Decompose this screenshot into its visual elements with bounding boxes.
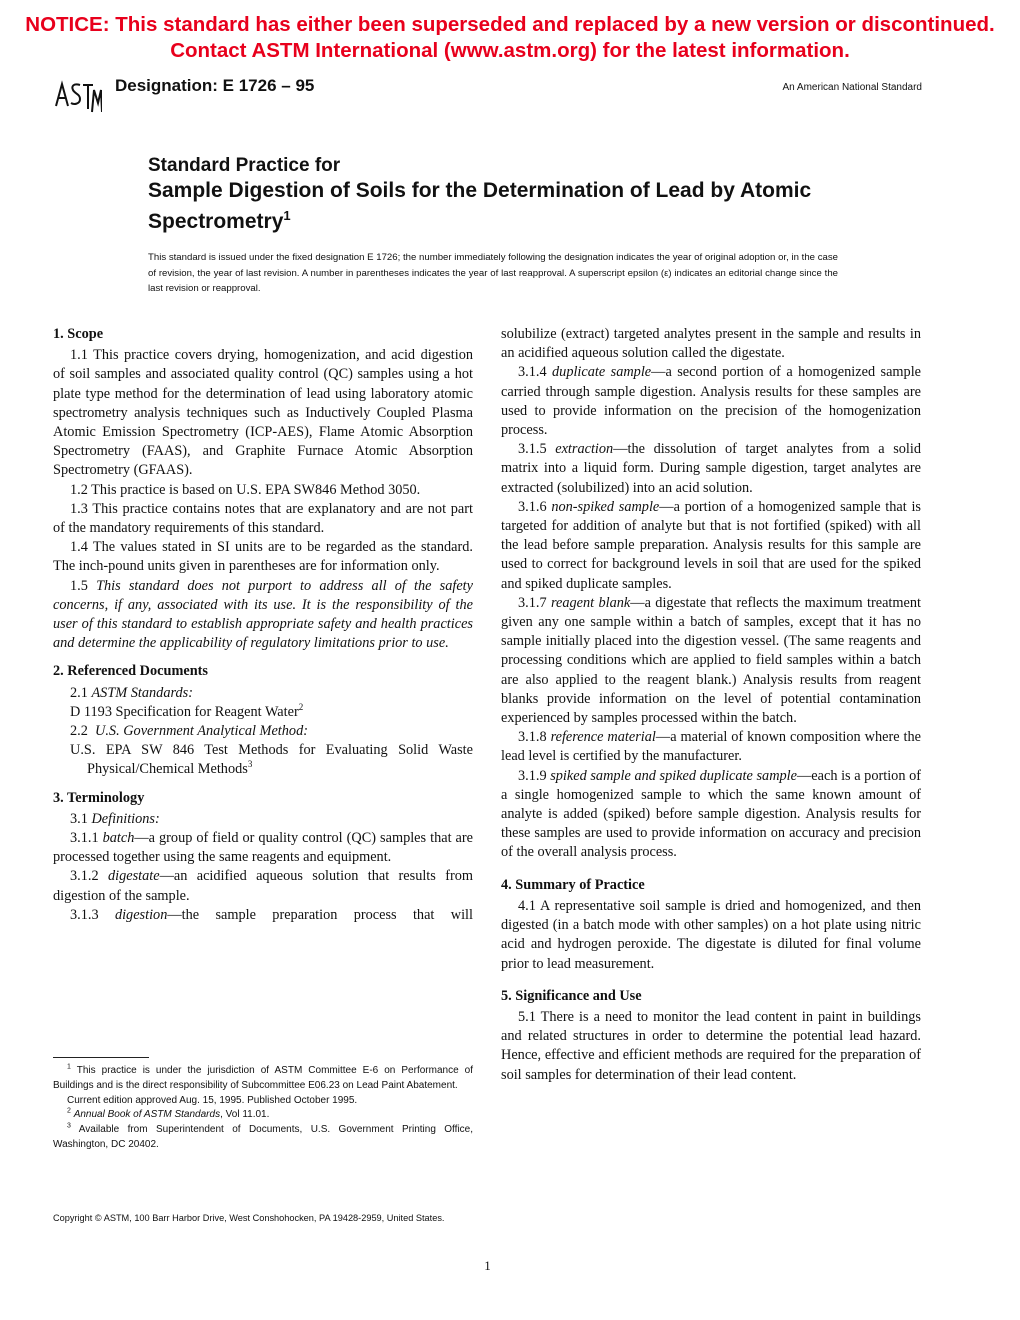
term-definition: —a group of field or quality control (QC) samples that are processed together using the same reagents and equipment. xyxy=(53,830,474,866)
term-name: reference material xyxy=(550,729,656,746)
footnote-2 xyxy=(53,1108,473,1123)
para-2-2 xyxy=(53,722,473,741)
copyright-line: Copyright © ASTM, 100 Barr Harbor Drive, West Conshohocken, PA 19428-2959, United States. xyxy=(53,1213,445,1223)
term-extraction xyxy=(501,440,921,498)
footnote-1-mark: 1 xyxy=(67,1063,71,1071)
footnote-rule xyxy=(53,1057,149,1058)
term-digestion xyxy=(53,906,473,925)
footnote-2-mark: 2 xyxy=(67,1108,71,1116)
term-number: 3.1.7 xyxy=(518,594,547,611)
footnote-1-approval: Current edition approved Aug. 15, 1995. Published October 1995. xyxy=(67,1094,358,1106)
term-number: 3.1.8 xyxy=(518,729,547,746)
astm-logo xyxy=(52,76,102,118)
section-heading-terminology: 3. Terminology xyxy=(53,789,145,806)
page-number: 1 xyxy=(484,1258,491,1273)
term-definition: —a portion of a homogenized sample that is targeted for addition of analyte but that is not fortified (spiked) with all the lead before sample preparation. Analysis results for this sample are used to correct for background levels in soil that are used for the spiked and spiked duplicate samples. xyxy=(501,498,921,592)
para-5-1: 5.1 There is a need to monitor the lead content in paint in buildings and related structures in order to determine the potential lead hazard. Hence, effective and efficient methods are required for the preparation of soil samples for determination of their lead content. xyxy=(501,1008,921,1083)
title-main: Sample Digestion of Soils for the Determination of Lead by Atomic Spectrometry xyxy=(148,179,812,233)
term-number: 3.1.9 xyxy=(518,767,547,784)
footnote-1-text: This practice is under the jurisdiction of ASTM Committee E-6 on Performance of Buildings and is the direct responsibility of Subcommittee E06.23 on Lead Paint Abatement. xyxy=(53,1065,473,1091)
term-name: spiked sample and spiked duplicate sample xyxy=(550,767,797,784)
term-number: 3.1.5 xyxy=(518,441,547,458)
footnotes xyxy=(53,1064,473,1153)
footnote-3-text: Available from Superintendent of Documents, U.S. Government Printing Office, Washington, DC 20402. xyxy=(53,1124,473,1150)
term-batch xyxy=(53,829,473,867)
term-non-spiked-sample xyxy=(501,498,921,594)
para-1-5-number: 1.5 xyxy=(70,577,88,594)
term-digestate xyxy=(53,867,473,905)
para-3-1-text: Definitions: xyxy=(91,810,160,827)
para-3-1 xyxy=(53,810,473,829)
section-heading-significance: 5. Significance and Use xyxy=(501,987,642,1004)
para-2-2-number: 2.2 xyxy=(70,723,88,740)
para-3-1-number: 3.1 xyxy=(70,810,88,827)
para-2-1-text: ASTM Standards: xyxy=(91,684,193,701)
left-column xyxy=(53,325,473,925)
ref-d1193-footnote-mark: 2 xyxy=(298,702,304,713)
para-2-1-number: 2.1 xyxy=(70,684,88,701)
designation: Designation: E 1726 – 95 xyxy=(115,76,315,95)
term-name: duplicate sample xyxy=(552,364,652,381)
term-number: 3.1.3 xyxy=(70,906,99,923)
term-definition: —the sample preparation process that will xyxy=(167,906,473,923)
ref-epa-text: U.S. EPA SW 846 Test Methods for Evaluating Solid Waste Physical/Chemical Methods xyxy=(70,742,473,778)
footnote-2-rest: , Vol 11.01. xyxy=(220,1109,270,1121)
title-footnote-mark: 1 xyxy=(283,208,291,223)
term-name: reagent blank xyxy=(550,594,631,611)
term-duplicate-sample xyxy=(501,363,921,440)
term-definition: —each is a portion of a single homogenized sample to which the same known amount of analyte is added (spiked) before sample digestion. Analysis results for these samples are used to provide information on accuracy and precision of the overall analysis process. xyxy=(501,767,922,861)
ref-epa-sw846 xyxy=(53,741,473,779)
term-number: 3.1.6 xyxy=(518,498,547,515)
ref-epa-footnote-mark: 3 xyxy=(247,759,253,770)
ref-d1193-text: D 1193 Specification for Reagent Water xyxy=(70,703,299,720)
term-name: digestion xyxy=(114,906,168,923)
term-name: extraction xyxy=(555,441,614,458)
issuance-statement: This standard is issued under the fixed designation E 1726; the number immediately following the designation indicates the year of original adoption or, in the case of revision, the year of last revision. A number in parentheses indicates the year of last reapproval. A superscript epsilon (ε) indicates an editorial change since the last revision or reapproval. xyxy=(148,252,838,294)
section-heading-referenced-documents: 2. Referenced Documents xyxy=(53,663,208,680)
term-number: 3.1.1 xyxy=(70,830,99,847)
term-number: 3.1.2 xyxy=(70,868,99,885)
para-1-4: 1.4 The values stated in SI units are to be regarded as the standard. The inch-pound units given in parentheses are for information only. xyxy=(53,539,473,575)
term-definition: —a digestate that reflects the maximum treatment given any one sample within a batch of samples, except that it has no sample initially placed into the digestion vessel. (The same reagents and processing conditions which are applied to field samples within a batch are also applied to the reagent blank.) Analysis results from reagent blanks provide information on the level of potential contamination experienced by samples processed within the batch. xyxy=(501,594,921,727)
document-title xyxy=(148,154,868,234)
term-name: digestate xyxy=(107,868,160,885)
supersession-notice xyxy=(0,12,1020,64)
term-number: 3.1.4 xyxy=(518,364,547,381)
term-name: non-spiked sample xyxy=(551,498,660,515)
notice-line-2: Contact ASTM International (www.astm.org) for the latest information. xyxy=(170,39,850,62)
ref-d1193 xyxy=(53,703,473,722)
term-definition: —a material of known composition where the lead level is certified by the manufacturer. xyxy=(501,729,922,765)
notice-line-1: NOTICE: This standard has either been superseded and replaced by a new version or discontinued. xyxy=(25,13,995,36)
para-1-5-text: This standard does not purport to address all of the safety concerns, if any, associated with its use. It is the responsibility of the user of this standard to establish appropriate safety and health practices and determine the applicability of regulatory limitations prior to use. xyxy=(53,577,473,652)
footnote-3 xyxy=(53,1123,473,1153)
para-1-5 xyxy=(53,577,473,654)
para-1-3: 1.3 This practice contains notes that are explanatory and are not part of the mandatory requirements of this standard. xyxy=(53,500,473,537)
right-column xyxy=(501,325,921,1085)
para-2-2-text: U.S. Government Analytical Method: xyxy=(95,723,308,740)
term-spiked-sample xyxy=(501,767,921,863)
term-definition: —a second portion of a homogenized sample carried through sample digestion. Analysis results for these samples are used to provide information on the precision of the homogenization process. xyxy=(501,364,922,439)
term-reagent-blank xyxy=(501,594,921,728)
term-definition: —the dissolution of target analytes from a solid matrix into a liquid form. During sample digestion, target analytes are extracted (solubilized) into an acid solution. xyxy=(501,441,921,496)
para-1-2: 1.2 This practice is based on U.S. EPA SW846 Method 3050. xyxy=(70,481,421,498)
section-heading-scope: 1. Scope xyxy=(53,326,104,342)
section-heading-summary: 4. Summary of Practice xyxy=(501,876,645,893)
para-4-1: 4.1 A representative soil sample is dried and homogenized, and then digested (in a batch mode with other samples) on a hot plate using nitric acid and hydrogen peroxide. The digestate is diluted for final volume prior to lead measurement. xyxy=(501,897,921,972)
american-national-standard-label: An American National Standard xyxy=(782,82,922,93)
term-name: batch xyxy=(102,830,135,847)
term-reference-material xyxy=(501,728,921,766)
footnote-1 xyxy=(53,1064,473,1094)
footnote-2-title: Annual Book of ASTM Standards xyxy=(73,1109,221,1121)
para-1-1: 1.1 This practice covers drying, homogenization, and acid digestion of soil samples and associated quality control (QC) samples using a hot plate type method for the determination of lead using laboratory atomic spectrometry analysis techniques such as Inductively Coupled Plasma Atomic Emission Spectrometry (ICP-AES), Flame Atomic Absorption Spectrometry (FAAS), and Graphite Furnace Atomic Absorption Spectrometry (GFAAS). xyxy=(53,347,473,479)
title-line-2 xyxy=(148,178,868,234)
title-line-1: Standard Practice for xyxy=(148,155,341,176)
para-2-1 xyxy=(53,684,473,703)
footnote-3-mark: 3 xyxy=(67,1122,71,1130)
term-digestion-continued: solubilize (extract) targeted analytes present in the sample and results in an acidified aqueous solution called the digestate. xyxy=(501,326,921,362)
term-definition: —an acidified aqueous solution that results from digestion of the sample. xyxy=(53,868,473,904)
